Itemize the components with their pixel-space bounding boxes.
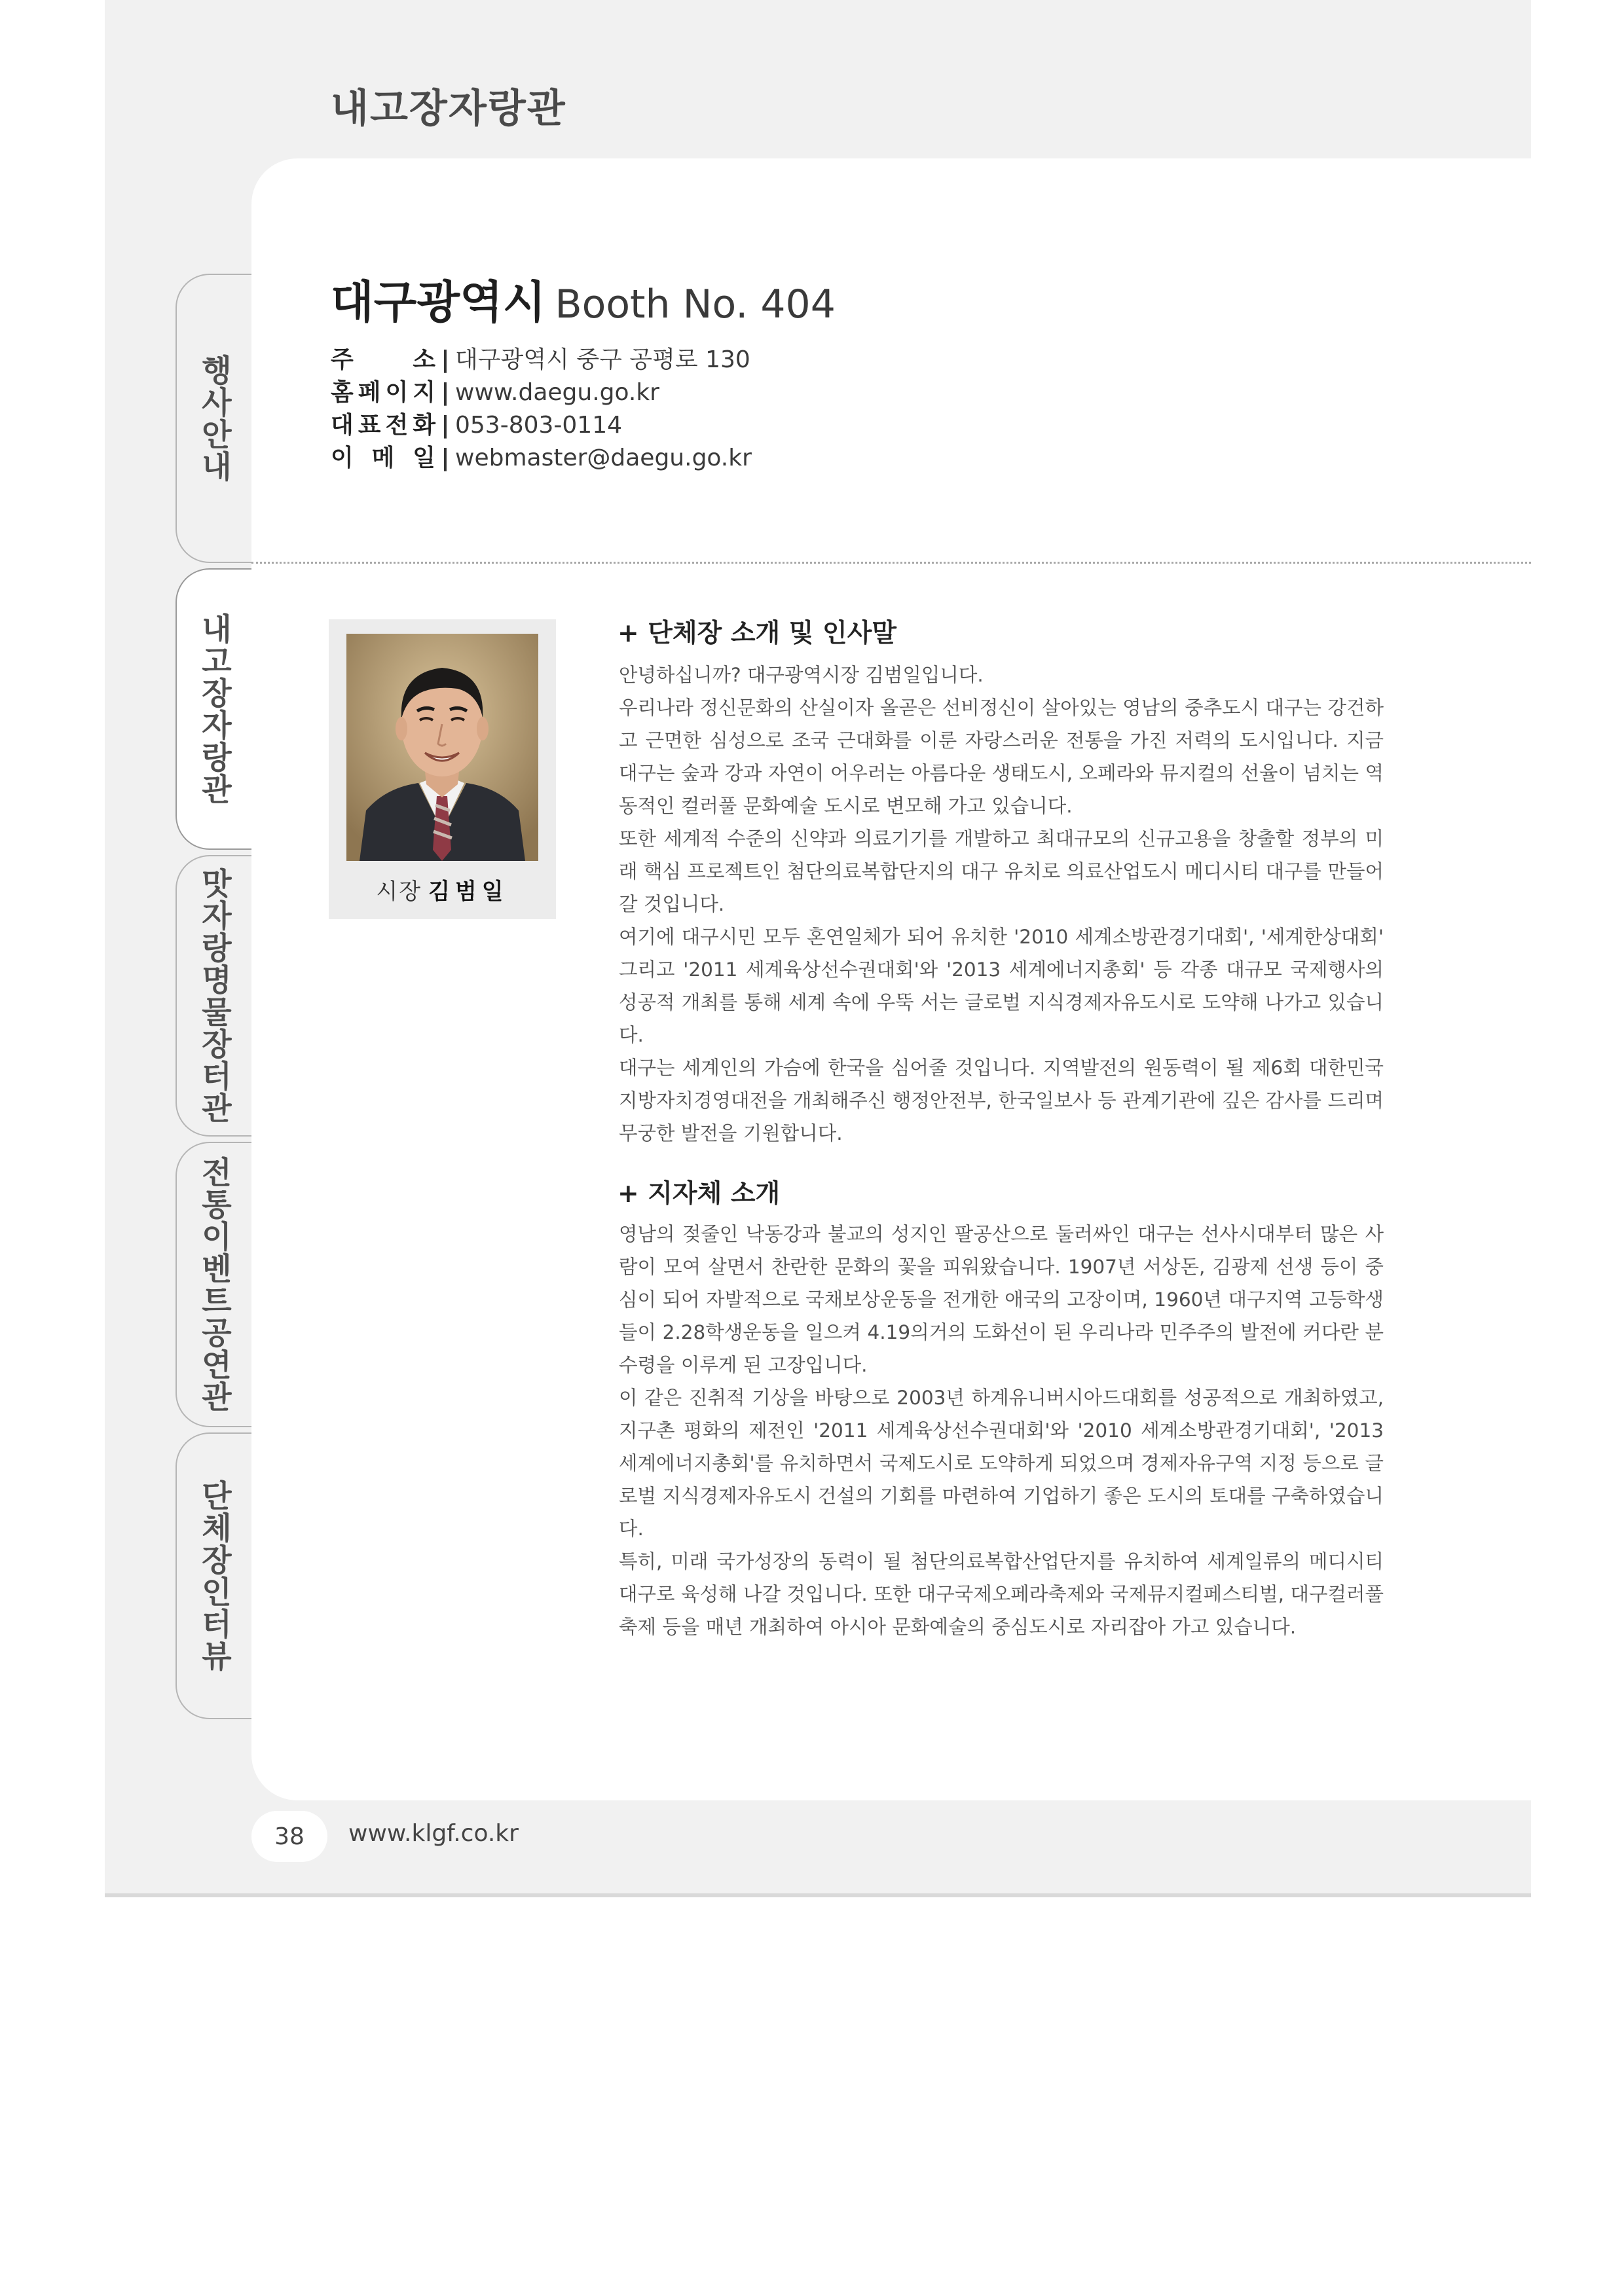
footer-url[interactable]: www.klgf.co.kr (348, 1820, 519, 1847)
tab-label: 전통이벤트공연관 (196, 1156, 232, 1413)
tab-label: 단체장인터뷰 (196, 1480, 232, 1672)
greeting-heading: + 단체장 소개 및 인사말 (618, 619, 897, 648)
tab-traditional-events[interactable] (175, 1142, 251, 1427)
label-char: 페 (358, 379, 381, 406)
info-label-homepage (331, 376, 435, 409)
intro-heading: + 지자체 소개 (618, 1179, 781, 1209)
label-char: 표 (358, 412, 381, 439)
info-separator: | (441, 346, 450, 373)
paragraph: 여기에 대구시민 모두 혼연일체가 되어 유치한 '2010 세계소방관경기대회', '세계한상대회' 그리고 '2011 세계육상선수권대회'와 '2013 세계에너지총회' 등 각종 대규모 국제행사의 성공적 개최를 통해 세계 속에 우뚝 서는 글로벌 지식경제자유도시로 도약해 나가고 있습니다. (619, 926, 1384, 1046)
homepage-link[interactable]: www.daegu.go.kr (455, 379, 659, 406)
info-label-address (331, 344, 435, 376)
info-row-address (331, 344, 752, 376)
page-number: 38 (251, 1811, 327, 1862)
info-label-phone (331, 409, 435, 442)
paragraph: 또한 세계적 수준의 신약과 의료기기를 개발하고 최대규모의 신규고용을 창출할 정부의 미래 핵심 프로젝트인 첨단의료복합단지의 대구 유치로 의료산업도시 메디시티 대구를 만들어 갈 것입니다. (619, 828, 1384, 915)
portrait-illustration (346, 634, 538, 861)
label-char: 전 (385, 412, 409, 439)
paragraph: 영남의 젖줄인 낙동강과 불교의 성지인 팔공산으로 둘러싸인 대구는 선사시대부터 많은 사람이 모여 살면서 찬란한 문화의 꽃을 피워왔습니다. 1907년 서상돈, 김광제 선생 등이 중심이 되어 자발적으로 국채보상운동을 전개한 애국의 고장이며, 1960년 대구지역 고등학생들이 2.28학생운동을 일으켜 4.19의거의 도화선이 된 우리나라 민주주의 발전에 커다란 분수령을 이루게 된 고장입니다. (619, 1223, 1384, 1376)
tab-label: 맛자랑명물장터관 (196, 867, 232, 1124)
greeting-body (619, 659, 1384, 1150)
paragraph: 이 같은 진취적 기상을 바탕으로 2003년 하계유니버시아드대회를 성공적으로 개최하였고, 지구촌 평화의 제전인 '2011 세계육상선수권대회'와 '2010 세계소방관경기대회', '2013 세계에너지총회'를 유치하면서 국제도시로 도약하게 되었으며 경제자유구역 지정 등으로 글로벌 지식경제자유도시 건설의 기회를 마련하여 기업하기 좋은 도시의 토대를 구축하였습니다. (619, 1387, 1384, 1540)
label-char: 메 (371, 445, 395, 471)
caption-title: 시장 (376, 879, 422, 905)
info-value-phone: 053-803-0114 (455, 412, 623, 439)
tab-food-market[interactable] (175, 855, 251, 1137)
paragraph: 특히, 미래 국가성장의 동력이 될 첨단의료복합산업단지를 유치하여 세계일류의 메디시티 대구로 육성해 나갈 것입니다. 또한 대구국제오페라축제와 국제뮤지컬페스티벌, 대구컬러풀축제 등을 매년 개최하여 아시아 문화예술의 중심도시로 자리잡아 가고 있습니다. (619, 1550, 1384, 1638)
info-separator: | (441, 379, 450, 406)
label-char: 홈 (331, 379, 354, 406)
booth-number: Booth No. 404 (555, 282, 836, 327)
tab-event-info[interactable] (175, 274, 251, 563)
booth-name: 대구광역시 (331, 277, 546, 329)
paragraph: 안녕하십니까? 대구광역시장 김범일입니다. (619, 664, 984, 686)
info-row-homepage (331, 376, 752, 409)
page-edge (105, 1893, 1531, 1897)
booth-title (331, 267, 836, 331)
portrait-frame (329, 619, 556, 919)
label-char: 소 (413, 346, 435, 373)
label-char: 화 (413, 412, 435, 439)
paragraph: 우리나라 정신문화의 산실이자 올곧은 선비정신이 살아있는 영남의 중추도시 대구는 강건하고 근면한 심성으로 조국 근대화를 이룬 자랑스러운 전통을 가진 저력의 도시입니다. 지금 대구는 숲과 강과 자연이 어우러는 아름다운 생태도시, 오페라와 뮤지컬의 선율이 넘치는 역동적인 컬러풀 문화예술 도시로 변모해 가고 있습니다. (619, 697, 1384, 817)
paragraph: 대구는 세계인의 가슴에 한국을 심어줄 것입니다. 지역발전의 원동력이 될 제6회 대한민국 지방자치경영대전을 개최해주신 행정안전부, 한국일보사 등 관계기관에 깊은 감사를 드리며 무궁한 발전을 기원합니다. (619, 1057, 1384, 1144)
tab-leader-interview[interactable] (175, 1432, 251, 1719)
info-separator: | (441, 445, 450, 471)
info-label-email (331, 442, 435, 475)
portrait-caption (329, 873, 556, 905)
caption-name: 김범일 (428, 879, 509, 905)
tab-label: 내고장자랑관 (196, 613, 232, 805)
label-char: 이 (331, 445, 354, 471)
info-value-address: 대구광역시 중구 공평로 130 (455, 346, 750, 373)
tab-label: 행사안내 (196, 354, 232, 483)
label-char: 대 (331, 412, 354, 439)
label-char: 일 (413, 445, 435, 471)
label-char: 이 (385, 379, 409, 406)
info-separator: | (441, 412, 450, 439)
label-char: 지 (413, 379, 435, 406)
intro-body (619, 1218, 1384, 1643)
section-divider (251, 562, 1531, 564)
email-link[interactable]: webmaster@daegu.go.kr (455, 445, 752, 471)
section-header: 내고장자랑관 (331, 86, 566, 132)
tab-hometown-pride[interactable] (175, 568, 251, 850)
mayor-portrait (346, 634, 538, 861)
info-row-phone (331, 409, 752, 442)
label-char: 주 (331, 346, 354, 373)
contact-info (331, 344, 752, 475)
info-row-email (331, 442, 752, 475)
